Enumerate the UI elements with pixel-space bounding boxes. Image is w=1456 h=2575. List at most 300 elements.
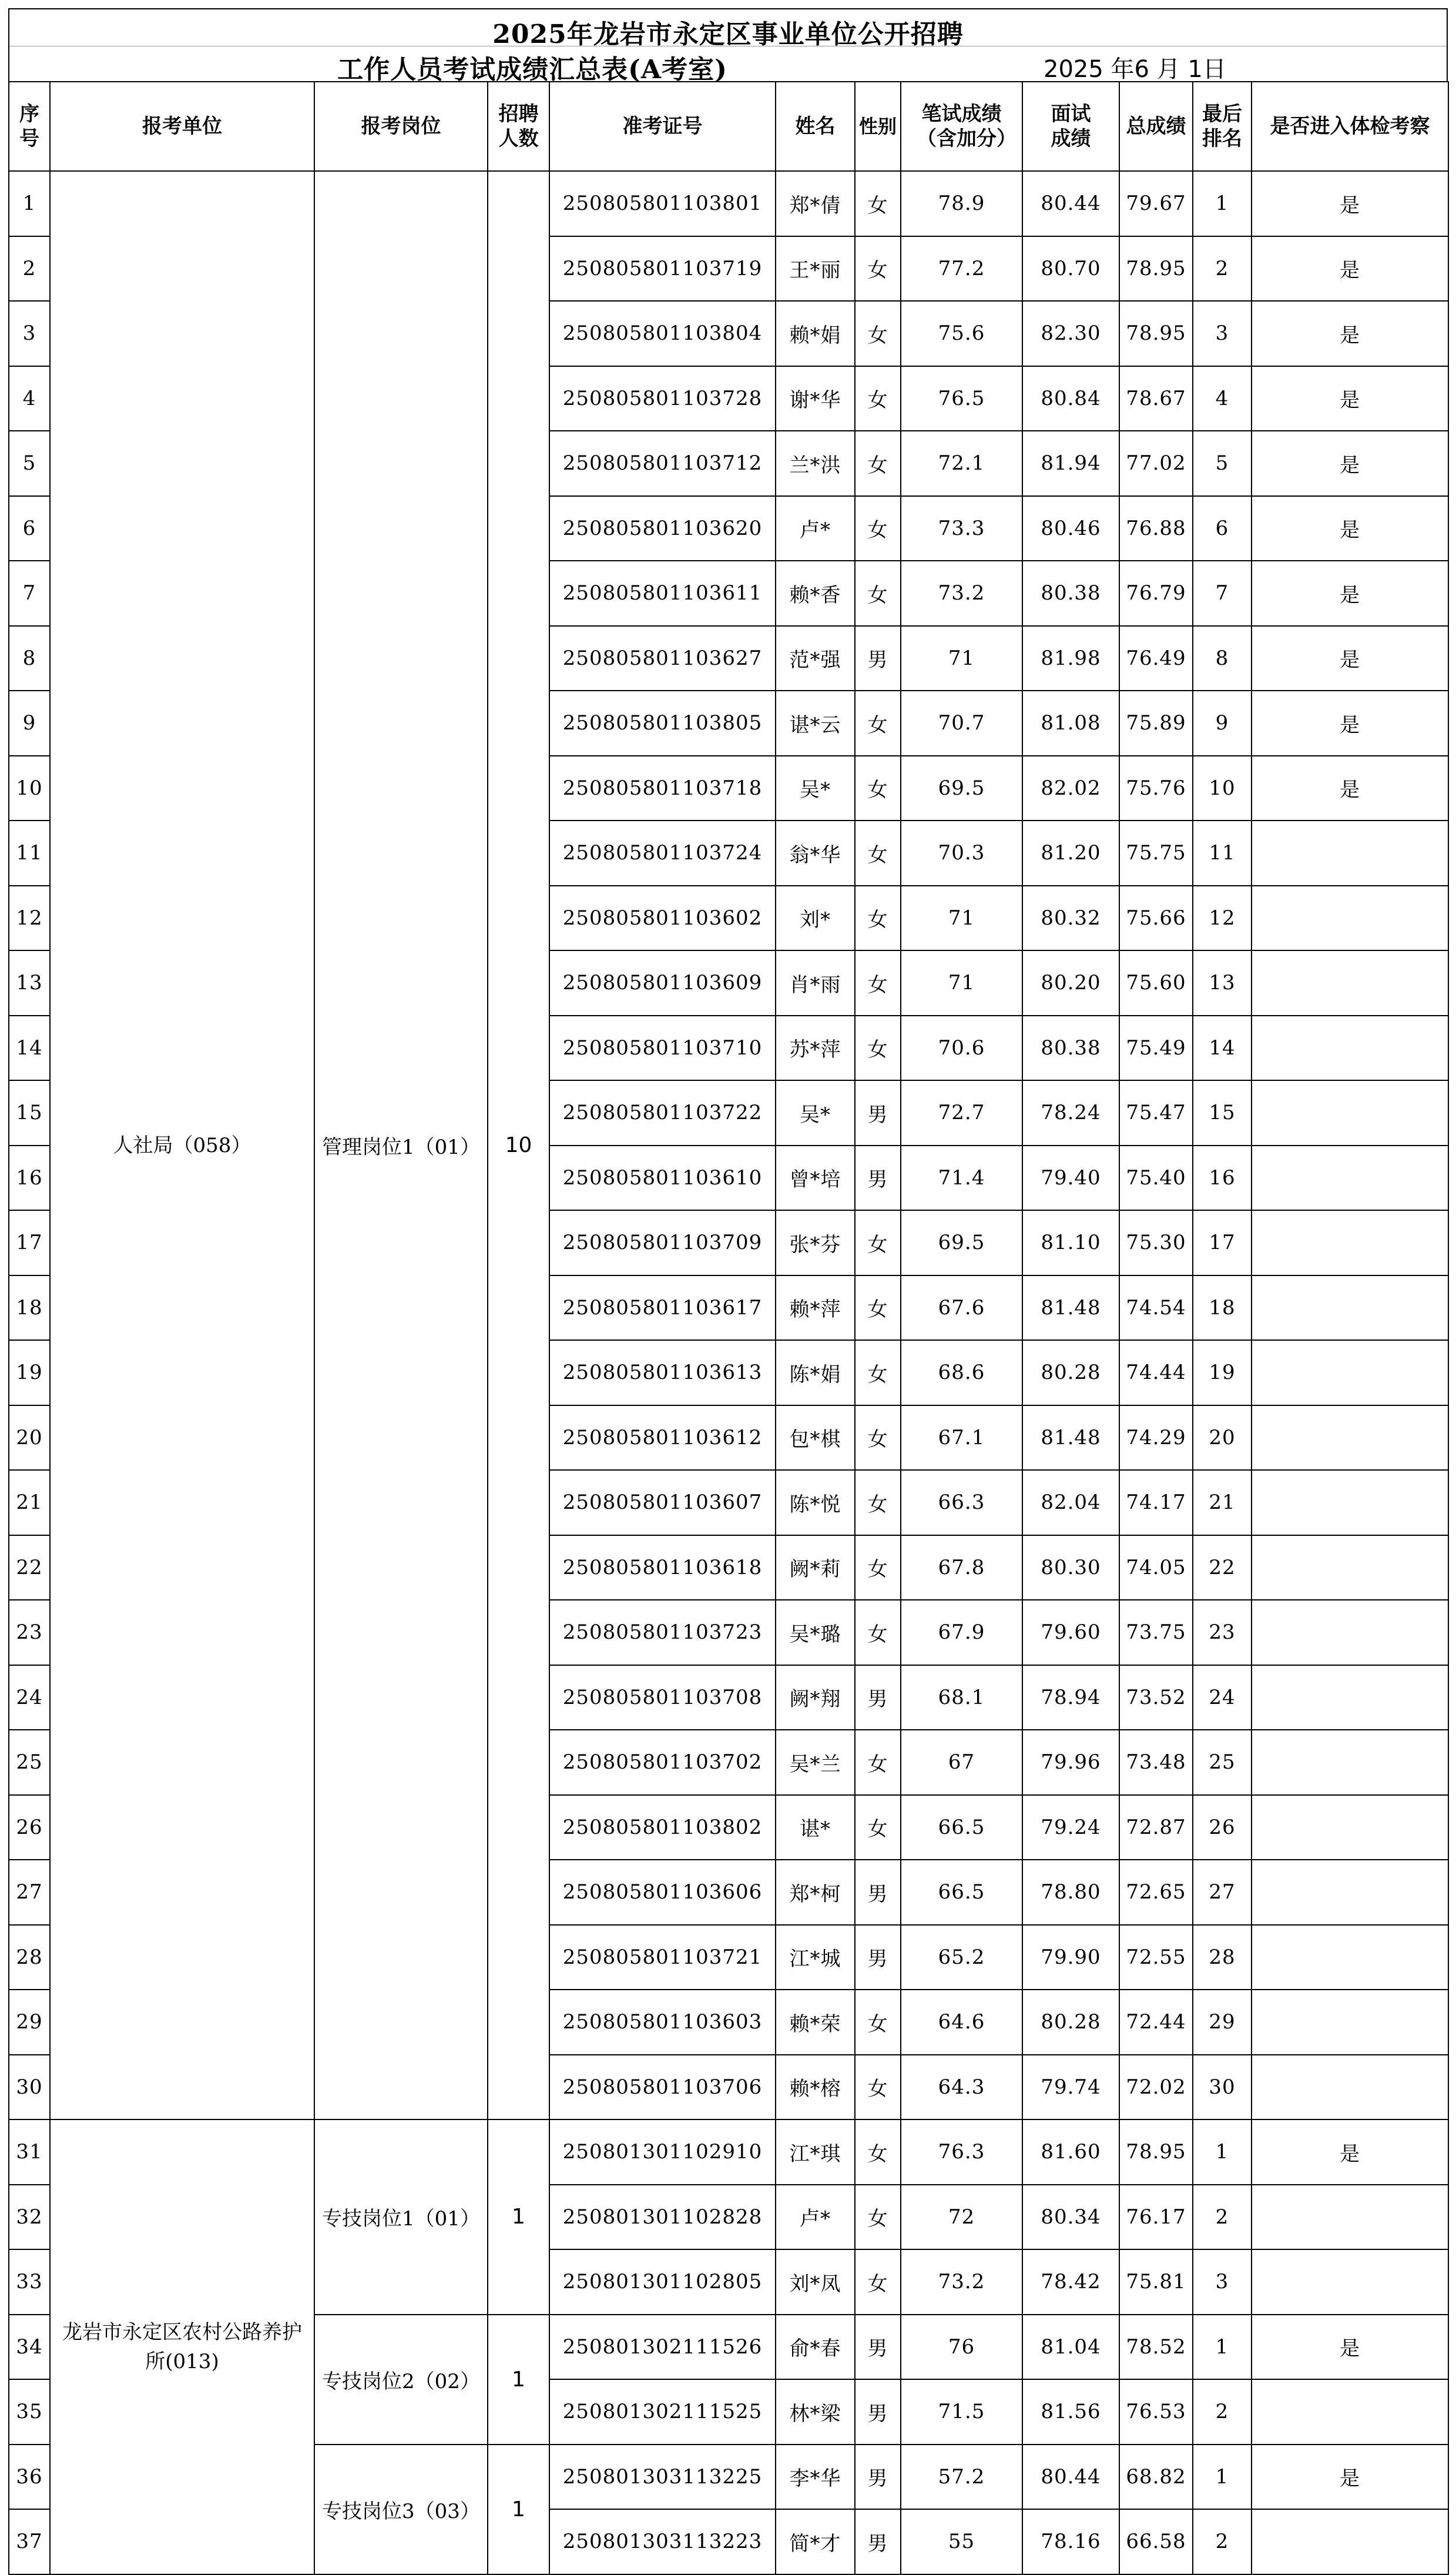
ticket-cell: 250805801103612 — [549, 1405, 776, 1471]
total-score-cell: 68.82 — [1119, 2445, 1193, 2510]
col-header-pass: 是否进入体检考察 — [1252, 82, 1448, 171]
rank-cell: 2 — [1193, 2379, 1252, 2445]
rank-cell: 18 — [1193, 1275, 1252, 1341]
written-score-cell: 64.3 — [901, 2055, 1022, 2120]
ticket-cell: 250805801103627 — [549, 626, 776, 691]
rank-cell: 2 — [1193, 2509, 1252, 2574]
written-score-cell: 73.3 — [901, 496, 1022, 561]
pass-cell: 是 — [1252, 366, 1448, 431]
seq-cell: 18 — [9, 1275, 50, 1341]
ticket-cell: 250801303113225 — [549, 2445, 776, 2510]
pass-cell — [1252, 1405, 1448, 1471]
pass-cell — [1252, 2055, 1448, 2120]
interview-score-cell: 81.56 — [1022, 2379, 1119, 2445]
ticket-cell: 250805801103801 — [549, 171, 776, 236]
written-score-cell: 72.7 — [901, 1080, 1022, 1146]
name-cell: 阙*莉 — [776, 1535, 855, 1600]
total-score-cell: 72.87 — [1119, 1795, 1193, 1860]
name-cell: 范*强 — [776, 626, 855, 691]
col-header-ticket: 准考证号 — [549, 82, 776, 171]
gender-cell: 男 — [855, 626, 901, 691]
name-cell: 江*琪 — [776, 2119, 855, 2185]
name-cell: 谌* — [776, 1795, 855, 1860]
rank-cell: 27 — [1193, 1860, 1252, 1925]
total-score-cell: 74.29 — [1119, 1405, 1193, 1471]
total-score-cell: 75.40 — [1119, 1146, 1193, 1211]
col-header-total: 总成绩 — [1119, 82, 1193, 171]
total-score-cell: 75.49 — [1119, 1016, 1193, 1081]
score-table — [8, 81, 1449, 2575]
total-score-cell: 78.95 — [1119, 236, 1193, 302]
name-cell: 王*丽 — [776, 236, 855, 302]
gender-cell: 男 — [855, 2379, 901, 2445]
ticket-cell: 250805801103723 — [549, 1600, 776, 1665]
pass-cell — [1252, 1600, 1448, 1665]
rank-cell: 12 — [1193, 886, 1252, 951]
seq-cell: 29 — [9, 1990, 50, 2055]
name-cell: 赖*荣 — [776, 1990, 855, 2055]
interview-score-cell: 78.80 — [1022, 1860, 1119, 1925]
rank-cell: 3 — [1193, 301, 1252, 366]
seq-cell: 2 — [9, 236, 50, 302]
pass-cell — [1252, 950, 1448, 1016]
gender-cell: 女 — [855, 431, 901, 496]
pass-cell — [1252, 1275, 1448, 1341]
name-cell: 翁*华 — [776, 821, 855, 886]
written-score-cell: 77.2 — [901, 236, 1022, 302]
interview-score-cell: 81.20 — [1022, 821, 1119, 886]
gender-cell: 女 — [855, 561, 901, 626]
written-score-cell: 72.1 — [901, 431, 1022, 496]
ticket-cell: 250801301102828 — [549, 2185, 776, 2250]
name-cell: 赖*萍 — [776, 1275, 855, 1341]
interview-score-cell: 81.48 — [1022, 1405, 1119, 1471]
rank-cell: 16 — [1193, 1146, 1252, 1211]
written-score-cell: 68.1 — [901, 1665, 1022, 1730]
ticket-cell: 250801302111526 — [549, 2315, 776, 2380]
name-cell: 肖*雨 — [776, 950, 855, 1016]
ticket-cell: 250805801103719 — [549, 236, 776, 302]
written-score-cell: 67 — [901, 1730, 1022, 1795]
name-cell: 苏*萍 — [776, 1016, 855, 1081]
written-score-cell: 68.6 — [901, 1340, 1022, 1405]
interview-score-cell: 80.20 — [1022, 950, 1119, 1016]
pass-cell — [1252, 1535, 1448, 1600]
seq-cell: 37 — [9, 2509, 50, 2574]
seq-cell: 12 — [9, 886, 50, 951]
written-score-cell: 70.6 — [901, 1016, 1022, 1081]
written-score-cell: 67.6 — [901, 1275, 1022, 1341]
rank-cell: 13 — [1193, 950, 1252, 1016]
gender-cell: 女 — [855, 1275, 901, 1341]
hire-count-cell: 10 — [488, 171, 549, 2119]
gender-cell: 女 — [855, 1600, 901, 1665]
total-score-cell: 75.60 — [1119, 950, 1193, 1016]
interview-score-cell: 80.46 — [1022, 496, 1119, 561]
name-cell: 郑*倩 — [776, 171, 855, 236]
rank-cell: 1 — [1193, 2119, 1252, 2185]
col-header-seq: 序号 — [9, 82, 50, 171]
total-score-cell: 75.47 — [1119, 1080, 1193, 1146]
gender-cell: 男 — [855, 1146, 901, 1211]
seq-cell: 33 — [9, 2249, 50, 2315]
ticket-cell: 250805801103610 — [549, 1146, 776, 1211]
written-score-cell: 70.3 — [901, 821, 1022, 886]
name-cell: 刘* — [776, 886, 855, 951]
total-score-cell: 75.76 — [1119, 756, 1193, 821]
total-score-cell: 76.17 — [1119, 2185, 1193, 2250]
interview-score-cell: 81.04 — [1022, 2315, 1119, 2380]
rank-cell: 14 — [1193, 1016, 1252, 1081]
score-table-body — [9, 171, 1448, 2574]
name-cell: 吴*兰 — [776, 1730, 855, 1795]
total-score-cell: 74.54 — [1119, 1275, 1193, 1341]
written-score-cell: 71 — [901, 886, 1022, 951]
pass-cell — [1252, 1080, 1448, 1146]
gender-cell: 女 — [855, 1016, 901, 1081]
total-score-cell: 72.02 — [1119, 2055, 1193, 2120]
pass-cell — [1252, 2185, 1448, 2250]
gender-cell: 女 — [855, 1470, 901, 1535]
seq-cell: 9 — [9, 691, 50, 756]
rank-cell: 30 — [1193, 2055, 1252, 2120]
rank-cell: 11 — [1193, 821, 1252, 886]
gender-cell: 女 — [855, 1210, 901, 1275]
ticket-cell: 250801301102910 — [549, 2119, 776, 2185]
seq-cell: 23 — [9, 1600, 50, 1665]
rank-cell: 15 — [1193, 1080, 1252, 1146]
interview-score-cell: 81.98 — [1022, 626, 1119, 691]
gender-cell: 女 — [855, 2185, 901, 2250]
interview-score-cell: 80.34 — [1022, 2185, 1119, 2250]
written-score-cell: 55 — [901, 2509, 1022, 2574]
pass-cell — [1252, 2509, 1448, 2574]
ticket-cell: 250805801103710 — [549, 1016, 776, 1081]
gender-cell: 女 — [855, 691, 901, 756]
seq-cell: 32 — [9, 2185, 50, 2250]
total-score-cell: 72.65 — [1119, 1860, 1193, 1925]
interview-score-cell: 78.24 — [1022, 1080, 1119, 1146]
hire-count-cell: 1 — [488, 2119, 549, 2315]
total-score-cell: 78.95 — [1119, 301, 1193, 366]
pass-cell — [1252, 1990, 1448, 2055]
written-score-cell: 67.8 — [901, 1535, 1022, 1600]
gender-cell: 女 — [855, 2249, 901, 2315]
written-score-cell: 71.4 — [901, 1146, 1022, 1211]
rank-cell: 2 — [1193, 2185, 1252, 2250]
interview-score-cell: 79.24 — [1022, 1795, 1119, 1860]
pass-cell: 是 — [1252, 2119, 1448, 2185]
seq-cell: 34 — [9, 2315, 50, 2380]
pass-cell: 是 — [1252, 2445, 1448, 2510]
rank-cell: 7 — [1193, 561, 1252, 626]
pass-cell — [1252, 1665, 1448, 1730]
ticket-cell: 250805801103724 — [549, 821, 776, 886]
seq-cell: 22 — [9, 1535, 50, 1600]
total-score-cell: 75.75 — [1119, 821, 1193, 886]
interview-score-cell: 81.48 — [1022, 1275, 1119, 1341]
pass-cell: 是 — [1252, 236, 1448, 302]
interview-score-cell: 82.04 — [1022, 1470, 1119, 1535]
ticket-cell: 250805801103804 — [549, 301, 776, 366]
interview-score-cell: 82.30 — [1022, 301, 1119, 366]
total-score-cell: 72.55 — [1119, 1925, 1193, 1990]
total-score-cell: 66.58 — [1119, 2509, 1193, 2574]
table-row — [9, 2119, 1448, 2185]
name-cell: 俞*春 — [776, 2315, 855, 2380]
name-cell: 陈*悦 — [776, 1470, 855, 1535]
gender-cell: 女 — [855, 950, 901, 1016]
rank-cell: 4 — [1193, 366, 1252, 431]
post-cell: 专技岗位3（03） — [314, 2445, 488, 2574]
gender-cell: 女 — [855, 1730, 901, 1795]
interview-score-cell: 80.44 — [1022, 2445, 1119, 2510]
written-score-cell: 76.3 — [901, 2119, 1022, 2185]
seq-cell: 25 — [9, 1730, 50, 1795]
written-score-cell: 69.5 — [901, 1210, 1022, 1275]
total-score-cell: 77.02 — [1119, 431, 1193, 496]
interview-score-cell: 80.32 — [1022, 886, 1119, 951]
col-header-rank: 最后排名 — [1193, 82, 1252, 171]
pass-cell — [1252, 1730, 1448, 1795]
seq-cell: 21 — [9, 1470, 50, 1535]
interview-score-cell: 80.84 — [1022, 366, 1119, 431]
ticket-cell: 250805801103702 — [549, 1730, 776, 1795]
interview-score-cell: 81.60 — [1022, 2119, 1119, 2185]
pass-cell: 是 — [1252, 301, 1448, 366]
seq-cell: 16 — [9, 1146, 50, 1211]
ticket-cell: 250805801103712 — [549, 431, 776, 496]
name-cell: 简*才 — [776, 2509, 855, 2574]
written-score-cell: 76 — [901, 2315, 1022, 2380]
name-cell: 陈*娟 — [776, 1340, 855, 1405]
pass-cell: 是 — [1252, 2315, 1448, 2380]
gender-cell: 女 — [855, 2119, 901, 2185]
seq-cell: 24 — [9, 1665, 50, 1730]
pass-cell — [1252, 886, 1448, 951]
interview-score-cell: 78.16 — [1022, 2509, 1119, 2574]
ticket-cell: 250805801103802 — [549, 1795, 776, 1860]
name-cell: 卢* — [776, 2185, 855, 2250]
name-cell: 曾*培 — [776, 1146, 855, 1211]
col-header-name: 姓名 — [776, 82, 855, 171]
pass-cell — [1252, 1470, 1448, 1535]
gender-cell: 男 — [855, 2445, 901, 2510]
written-score-cell: 71 — [901, 950, 1022, 1016]
name-cell: 谌*云 — [776, 691, 855, 756]
rank-cell: 21 — [1193, 1470, 1252, 1535]
gender-cell: 女 — [855, 301, 901, 366]
ticket-cell: 250801301102805 — [549, 2249, 776, 2315]
total-score-cell: 73.52 — [1119, 1665, 1193, 1730]
name-cell: 林*梁 — [776, 2379, 855, 2445]
interview-score-cell: 79.90 — [1022, 1925, 1119, 1990]
seq-cell: 14 — [9, 1016, 50, 1081]
total-score-cell: 73.48 — [1119, 1730, 1193, 1795]
interview-score-cell: 80.38 — [1022, 561, 1119, 626]
rank-cell: 19 — [1193, 1340, 1252, 1405]
rank-cell: 20 — [1193, 1405, 1252, 1471]
rank-cell: 17 — [1193, 1210, 1252, 1275]
pass-cell: 是 — [1252, 691, 1448, 756]
post-cell: 专技岗位1（01） — [314, 2119, 488, 2315]
seq-cell: 31 — [9, 2119, 50, 2185]
gender-cell: 男 — [855, 1080, 901, 1146]
interview-score-cell: 80.38 — [1022, 1016, 1119, 1081]
pass-cell — [1252, 1016, 1448, 1081]
total-score-cell: 74.44 — [1119, 1340, 1193, 1405]
name-cell: 谢*华 — [776, 366, 855, 431]
rank-cell: 3 — [1193, 2249, 1252, 2315]
pass-cell: 是 — [1252, 431, 1448, 496]
gender-cell: 女 — [855, 1795, 901, 1860]
ticket-cell: 250801302111525 — [549, 2379, 776, 2445]
pass-cell — [1252, 2249, 1448, 2315]
seq-cell: 35 — [9, 2379, 50, 2445]
written-score-cell: 71.5 — [901, 2379, 1022, 2445]
ticket-cell: 250805801103721 — [549, 1925, 776, 1990]
interview-score-cell: 79.60 — [1022, 1600, 1119, 1665]
col-header-hire: 招聘人数 — [488, 82, 549, 171]
written-score-cell: 73.2 — [901, 2249, 1022, 2315]
name-cell: 郑*柯 — [776, 1860, 855, 1925]
written-score-cell: 70.7 — [901, 691, 1022, 756]
rank-cell: 29 — [1193, 1990, 1252, 2055]
written-score-cell: 57.2 — [901, 2445, 1022, 2510]
name-cell: 刘*凤 — [776, 2249, 855, 2315]
rank-cell: 10 — [1193, 756, 1252, 821]
rank-cell: 25 — [1193, 1730, 1252, 1795]
seq-cell: 5 — [9, 431, 50, 496]
total-score-cell: 75.89 — [1119, 691, 1193, 756]
seq-cell: 1 — [9, 171, 50, 236]
interview-score-cell: 80.44 — [1022, 171, 1119, 236]
seq-cell: 30 — [9, 2055, 50, 2120]
gender-cell: 女 — [855, 821, 901, 886]
name-cell: 赖*香 — [776, 561, 855, 626]
interview-score-cell: 79.96 — [1022, 1730, 1119, 1795]
pass-cell — [1252, 2379, 1448, 2445]
ticket-cell: 250805801103620 — [549, 496, 776, 561]
name-cell: 卢* — [776, 496, 855, 561]
gender-cell: 女 — [855, 1405, 901, 1471]
total-score-cell: 75.66 — [1119, 886, 1193, 951]
table-header-row — [9, 82, 1448, 171]
written-score-cell: 69.5 — [901, 756, 1022, 821]
total-score-cell: 79.67 — [1119, 171, 1193, 236]
total-score-cell: 75.30 — [1119, 1210, 1193, 1275]
seq-cell: 10 — [9, 756, 50, 821]
rank-cell: 1 — [1193, 171, 1252, 236]
gender-cell: 女 — [855, 236, 901, 302]
name-cell: 赖*娟 — [776, 301, 855, 366]
ticket-cell: 250805801103613 — [549, 1340, 776, 1405]
interview-score-cell: 82.02 — [1022, 756, 1119, 821]
pass-cell — [1252, 1860, 1448, 1925]
seq-cell: 13 — [9, 950, 50, 1016]
pass-cell: 是 — [1252, 626, 1448, 691]
written-score-cell: 66.5 — [901, 1795, 1022, 1860]
table-subtitle: 工作人员考试成绩汇总表(A考室) — [337, 55, 727, 85]
ticket-cell: 250805801103709 — [549, 1210, 776, 1275]
written-score-cell: 67.1 — [901, 1405, 1022, 1471]
name-cell: 包*棋 — [776, 1405, 855, 1471]
total-score-cell: 78.52 — [1119, 2315, 1193, 2380]
table-row — [9, 171, 1448, 236]
gender-cell: 女 — [855, 171, 901, 236]
interview-score-cell: 80.30 — [1022, 1535, 1119, 1600]
ticket-cell: 250805801103718 — [549, 756, 776, 821]
written-score-cell: 67.9 — [901, 1600, 1022, 1665]
ticket-cell: 250801303113223 — [549, 2509, 776, 2574]
hire-count-cell: 1 — [488, 2445, 549, 2574]
total-score-cell: 73.75 — [1119, 1600, 1193, 1665]
pass-cell — [1252, 821, 1448, 886]
exam-date: 2025 年6 月 1日 — [1044, 56, 1226, 83]
written-score-cell: 71 — [901, 626, 1022, 691]
total-score-cell: 76.79 — [1119, 561, 1193, 626]
unit-cell: 龙岩市永定区农村公路养护所(013) — [50, 2119, 314, 2574]
pass-cell — [1252, 1340, 1448, 1405]
written-score-cell: 66.3 — [901, 1470, 1022, 1535]
written-score-cell: 73.2 — [901, 561, 1022, 626]
interview-score-cell: 81.10 — [1022, 1210, 1119, 1275]
written-score-cell: 72 — [901, 2185, 1022, 2250]
interview-score-cell: 78.42 — [1022, 2249, 1119, 2315]
ticket-cell: 250805801103602 — [549, 886, 776, 951]
name-cell: 张*芬 — [776, 1210, 855, 1275]
name-cell: 兰*洪 — [776, 431, 855, 496]
ticket-cell: 250805801103706 — [549, 2055, 776, 2120]
pass-cell: 是 — [1252, 496, 1448, 561]
seq-cell: 20 — [9, 1405, 50, 1471]
rank-cell: 2 — [1193, 236, 1252, 302]
ticket-cell: 250805801103609 — [549, 950, 776, 1016]
seq-cell: 6 — [9, 496, 50, 561]
written-score-cell: 76.5 — [901, 366, 1022, 431]
gender-cell: 男 — [855, 1860, 901, 1925]
ticket-cell: 250805801103618 — [549, 1535, 776, 1600]
written-score-cell: 78.9 — [901, 171, 1022, 236]
ticket-cell: 250805801103603 — [549, 1990, 776, 2055]
ticket-cell: 250805801103607 — [549, 1470, 776, 1535]
name-cell: 吴*璐 — [776, 1600, 855, 1665]
table-title: 2025年龙岩市永定区事业单位公开招聘 — [492, 19, 964, 49]
total-score-cell: 78.95 — [1119, 2119, 1193, 2185]
pass-cell: 是 — [1252, 171, 1448, 236]
unit-cell: 人社局（058） — [50, 171, 314, 2119]
gender-cell: 男 — [855, 1925, 901, 1990]
pass-cell — [1252, 1795, 1448, 1860]
rank-cell: 22 — [1193, 1535, 1252, 1600]
gender-cell: 女 — [855, 1340, 901, 1405]
col-header-unit: 报考单位 — [50, 82, 314, 171]
name-cell: 阙*翔 — [776, 1665, 855, 1730]
rank-cell: 24 — [1193, 1665, 1252, 1730]
interview-score-cell: 78.94 — [1022, 1665, 1119, 1730]
pass-cell: 是 — [1252, 756, 1448, 821]
seq-cell: 15 — [9, 1080, 50, 1146]
name-cell: 赖*榕 — [776, 2055, 855, 2120]
rank-cell: 5 — [1193, 431, 1252, 496]
seq-cell: 3 — [9, 301, 50, 366]
ticket-cell: 250805801103722 — [549, 1080, 776, 1146]
gender-cell: 女 — [855, 366, 901, 431]
gender-cell: 男 — [855, 2315, 901, 2380]
seq-cell: 28 — [9, 1925, 50, 1990]
name-cell: 李*华 — [776, 2445, 855, 2510]
col-header-written: 笔试成绩（含加分） — [901, 82, 1022, 171]
